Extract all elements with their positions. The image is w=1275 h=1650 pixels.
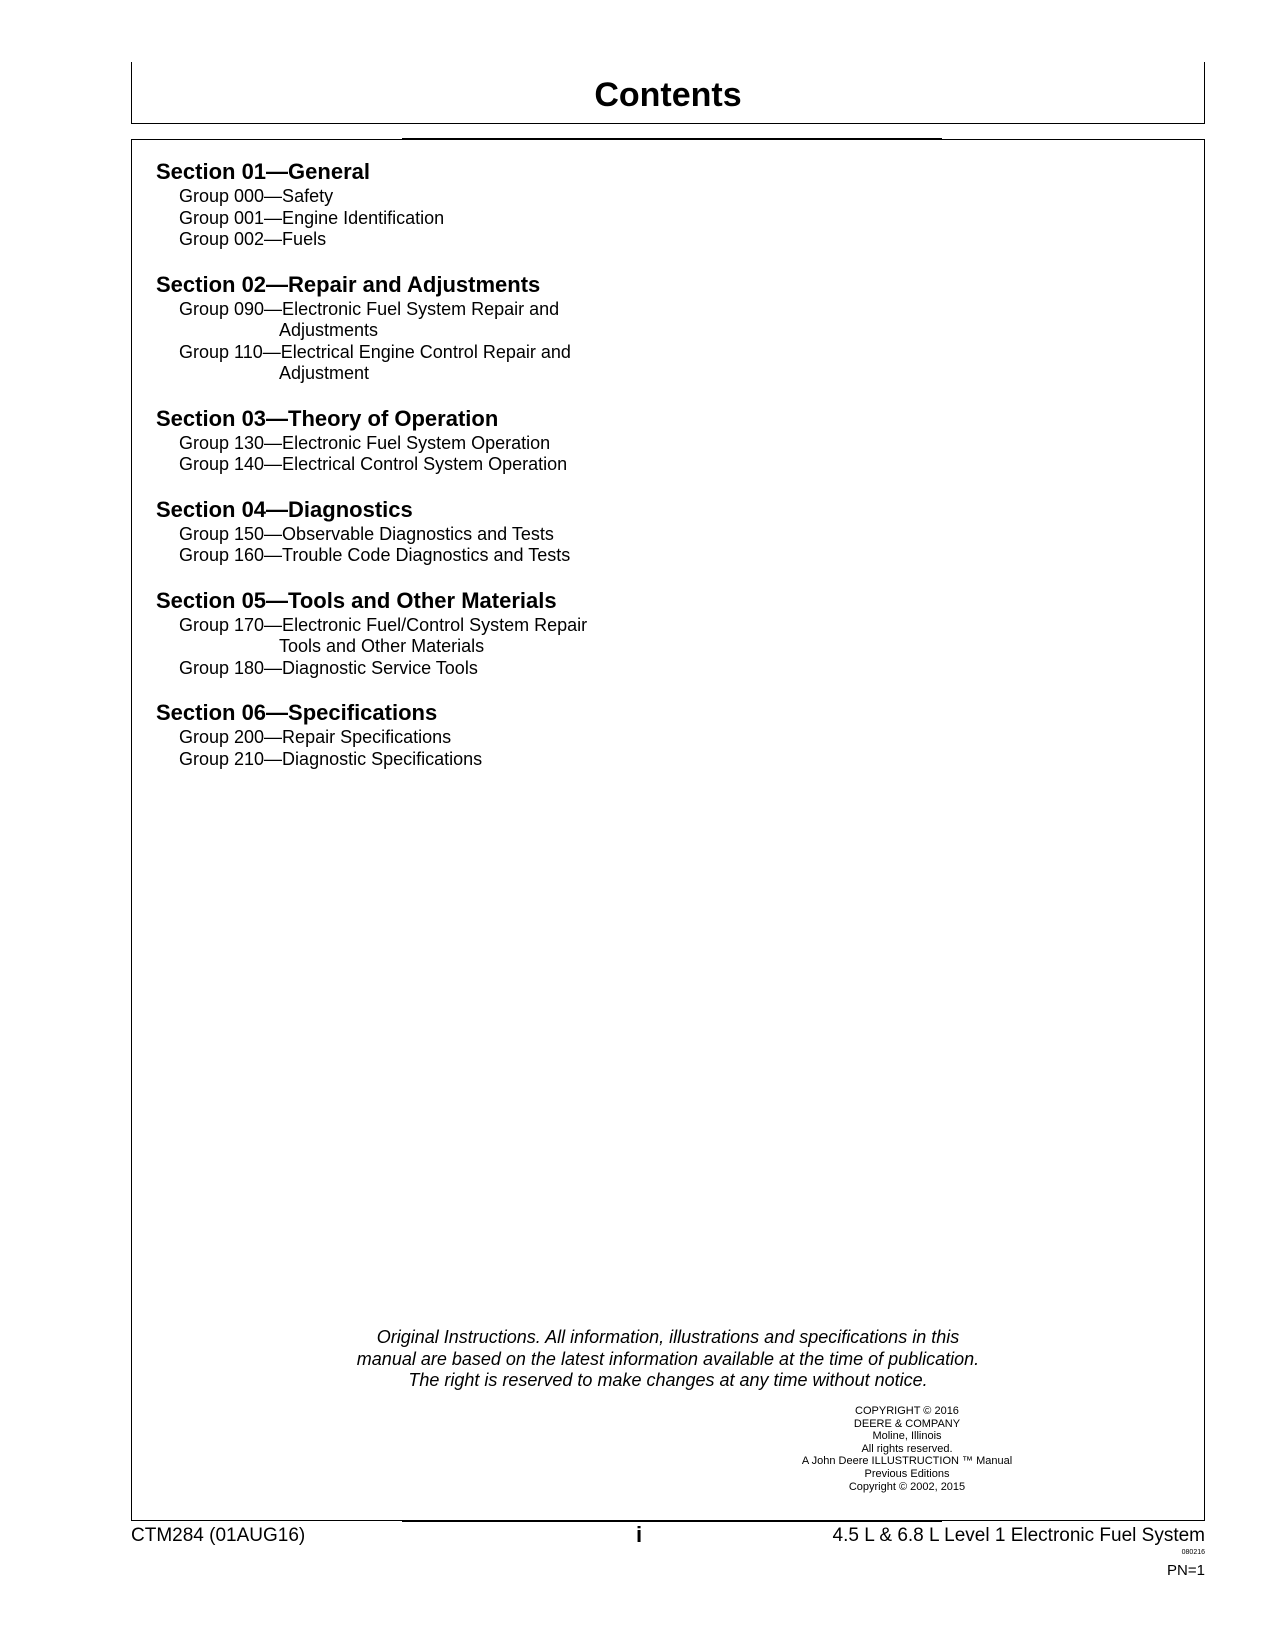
group-label-continuation: Adjustment — [279, 363, 370, 383]
group-label-continuation: Adjustments — [279, 320, 379, 340]
copyright-line-1: COPYRIGHT © 2016 — [855, 1405, 959, 1417]
section-title[interactable]: Section 04—Diagnostics — [156, 496, 413, 522]
copyright-line-7: Copyright © 2002, 2015 — [848, 1480, 966, 1493]
group-label: Group 110—Electrical Engine Control Repair and — [179, 341, 571, 362]
toc-group-item[interactable] — [156, 545, 856, 567]
group-label: Group 150—Observable Diagnostics and Tests — [179, 523, 554, 544]
copyright-line-4: All rights reserved. — [861, 1442, 953, 1455]
content-frame — [131, 139, 1205, 1521]
toc-group-item[interactable] — [156, 208, 856, 230]
toc-section — [156, 405, 856, 476]
table-of-contents — [156, 158, 856, 790]
original-instructions-notice — [132, 1327, 1204, 1392]
group-label: Group 210—Diagnostic Specifications — [179, 748, 483, 769]
toc-group-item[interactable] — [156, 658, 856, 680]
footer-pn: PN=1 — [1167, 1562, 1205, 1579]
toc-section — [156, 496, 856, 567]
toc-group-item[interactable] — [156, 749, 856, 771]
footer-document-id: CTM284 (01AUG16) — [131, 1525, 306, 1546]
toc-group-item[interactable] — [156, 299, 856, 342]
toc-group-item[interactable] — [156, 524, 856, 546]
footer-manual-title: 4.5 L & 6.8 L Level 1 Electronic Fuel System — [832, 1525, 1205, 1546]
toc-section — [156, 587, 856, 680]
toc-section — [156, 158, 856, 251]
toc-group-item[interactable] — [156, 186, 856, 208]
toc-group-item[interactable] — [156, 727, 856, 749]
notice-line-3: The right is reserved to make changes at any time without notice. — [408, 1370, 928, 1390]
top-accent-rule — [402, 138, 942, 140]
group-label: Group 090—Electronic Fuel System Repair and — [179, 298, 560, 319]
group-label: Group 002—Fuels — [179, 229, 327, 249]
section-title[interactable]: Section 03—Theory of Operation — [156, 405, 499, 431]
group-label: Group 001—Engine Identification — [179, 207, 445, 228]
bottom-accent-rule — [402, 1520, 942, 1522]
group-label-continuation: Tools and Other Materials — [279, 636, 485, 656]
section-title[interactable]: Section 02—Repair and Adjustments — [156, 271, 541, 297]
notice-line-2: manual are based on the latest information available at the time of publication. — [356, 1348, 980, 1369]
title-frame — [131, 62, 1205, 124]
toc-group-item[interactable] — [156, 342, 856, 385]
copyright-line-5: A John Deere ILLUSTRUCTION ™ Manual — [801, 1455, 1013, 1468]
section-title[interactable]: Section 01—General — [156, 159, 370, 184]
section-title[interactable]: Section 06—Specifications — [156, 700, 438, 725]
notice-line-1: Original Instructions. All information, illustrations and specifications in this — [376, 1327, 960, 1347]
toc-group-item[interactable] — [156, 433, 856, 455]
group-label: Group 200—Repair Specifications — [179, 727, 452, 747]
group-label: Group 000—Safety — [179, 186, 334, 206]
page-title: Contents — [594, 76, 742, 114]
footer-date-code: 080216 — [1181, 1549, 1205, 1556]
group-label: Group 160—Trouble Code Diagnostics and Tests — [179, 545, 571, 565]
toc-group-item[interactable] — [156, 229, 856, 251]
section-title[interactable]: Section 05—Tools and Other Materials — [156, 587, 557, 613]
toc-group-item[interactable] — [156, 615, 856, 658]
toc-group-item[interactable] — [156, 454, 856, 476]
copyright-block — [757, 1405, 1057, 1493]
group-label: Group 130—Electronic Fuel System Operation — [179, 432, 551, 453]
group-label: Group 170—Electronic Fuel/Control System Repair — [179, 614, 588, 635]
copyright-line-3: Moline, Illinois — [872, 1430, 942, 1443]
footer-page-number: i — [636, 1522, 643, 1547]
copyright-line-2: DEERE & COMPANY — [853, 1417, 961, 1430]
group-label: Group 180—Diagnostic Service Tools — [179, 657, 478, 678]
group-label: Group 140—Electrical Control System Operation — [179, 454, 568, 474]
toc-section — [156, 699, 856, 770]
toc-section — [156, 271, 856, 385]
copyright-line-6: Previous Editions — [864, 1467, 950, 1480]
